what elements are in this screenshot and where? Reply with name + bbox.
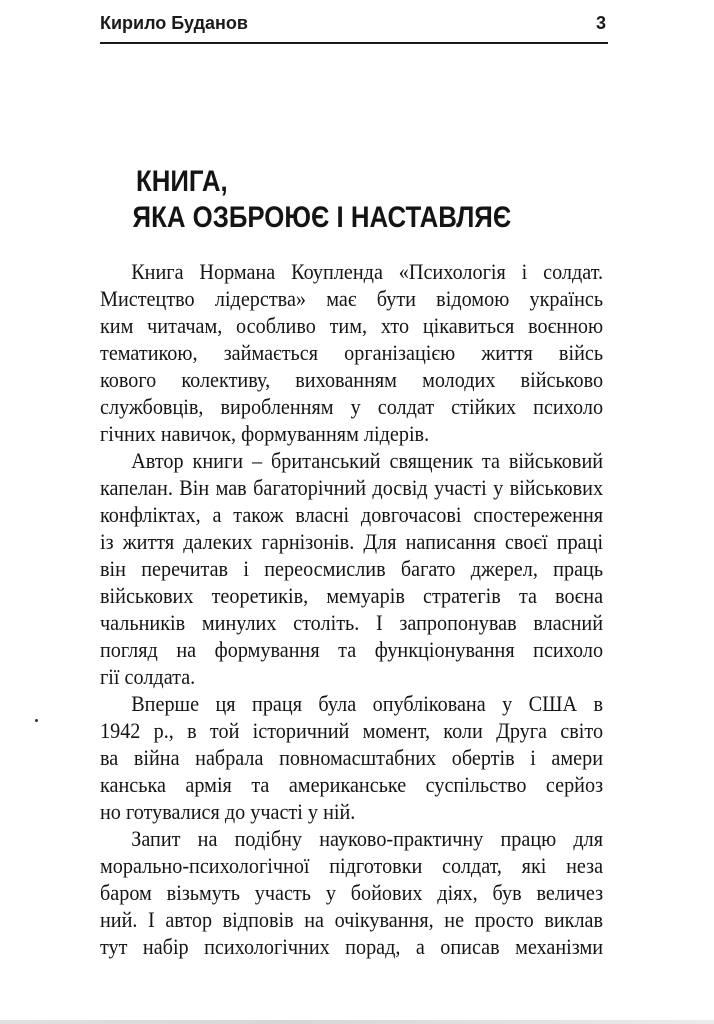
margin-speck — [35, 719, 38, 722]
text-line: чальників минулих століть. І запропонував власний — [100, 610, 604, 635]
text-line: Запит на подібну науково-практичну працю для — [131, 826, 604, 851]
text-line: Автор книги – британський священик та військовий — [131, 448, 604, 473]
text-line: погляд на формування та функціонування психоло — [100, 637, 604, 662]
chapter-heading-line-2: ЯКА ОЗБРОЮЄ І НАСТАВЛЯЄ — [132, 201, 512, 234]
text-line: морально-психологічної підготовки солдат, які неза — [100, 853, 604, 878]
paragraph — [100, 690, 603, 825]
text-line: баром візьмуть участь у бойових діях, був величез — [100, 880, 604, 905]
text-line: ва війна набрала повномасштабних обертів і амери — [100, 745, 604, 770]
text-line: но готувалися до участі у ній. — [100, 799, 356, 824]
text-line: Мистецтво лідерства» має бути відомою українсь — [100, 286, 604, 311]
paragraph — [100, 258, 603, 447]
text-line: тематикою, займається організацією життя війсь — [100, 340, 604, 365]
header-author: Кирило Буданов — [100, 13, 248, 33]
text-line: службовців, виробленням у солдат стійких психоло — [100, 394, 604, 419]
text-line: ким читачам, особливо тим, хто цікавиться воєнною — [100, 313, 604, 338]
text-line: гії солдата. — [100, 664, 196, 689]
text-line: Вперше ця праця була опублікована у США в — [131, 691, 604, 716]
page-number: 3 — [595, 13, 606, 33]
text-line: Книга Нормана Коупленда «Психологія і солдат. — [131, 259, 604, 284]
chapter-heading-line-1: КНИГА, — [136, 165, 228, 198]
text-line: кового колективу, вихованням молодих військово — [100, 367, 604, 392]
text-line: канська армія та американське суспільство серйоз — [100, 772, 604, 797]
text-line: капелан. Він мав багаторічний досвід участі у військових — [100, 475, 604, 500]
header-rule — [100, 42, 608, 44]
text-line: тут набір психологічних порад, а описав механізми — [100, 934, 604, 959]
text-line: ний. І автор відповів на очікування, не просто виклав — [100, 907, 604, 932]
chapter-heading — [132, 164, 512, 236]
text-line: 1942 р., в той історичний момент, коли Друга світо — [100, 718, 604, 743]
text-line: військових теоретиків, мемуарів стратегів та воєна — [100, 583, 604, 608]
text-line: із життя далеких гарнізонів. Для написання своєї праці — [100, 529, 604, 554]
paragraph — [100, 447, 603, 690]
scan-bottom-edge — [0, 1020, 714, 1024]
text-line: він перечитав і переосмислив багато джерел, праць — [100, 556, 604, 581]
text-line: конфліктах, а також власні довгочасові спостереження — [100, 502, 604, 527]
text-line: гічних навичок, формуванням лідерів. — [100, 421, 430, 446]
paragraph — [100, 825, 603, 960]
body-text — [100, 258, 603, 960]
